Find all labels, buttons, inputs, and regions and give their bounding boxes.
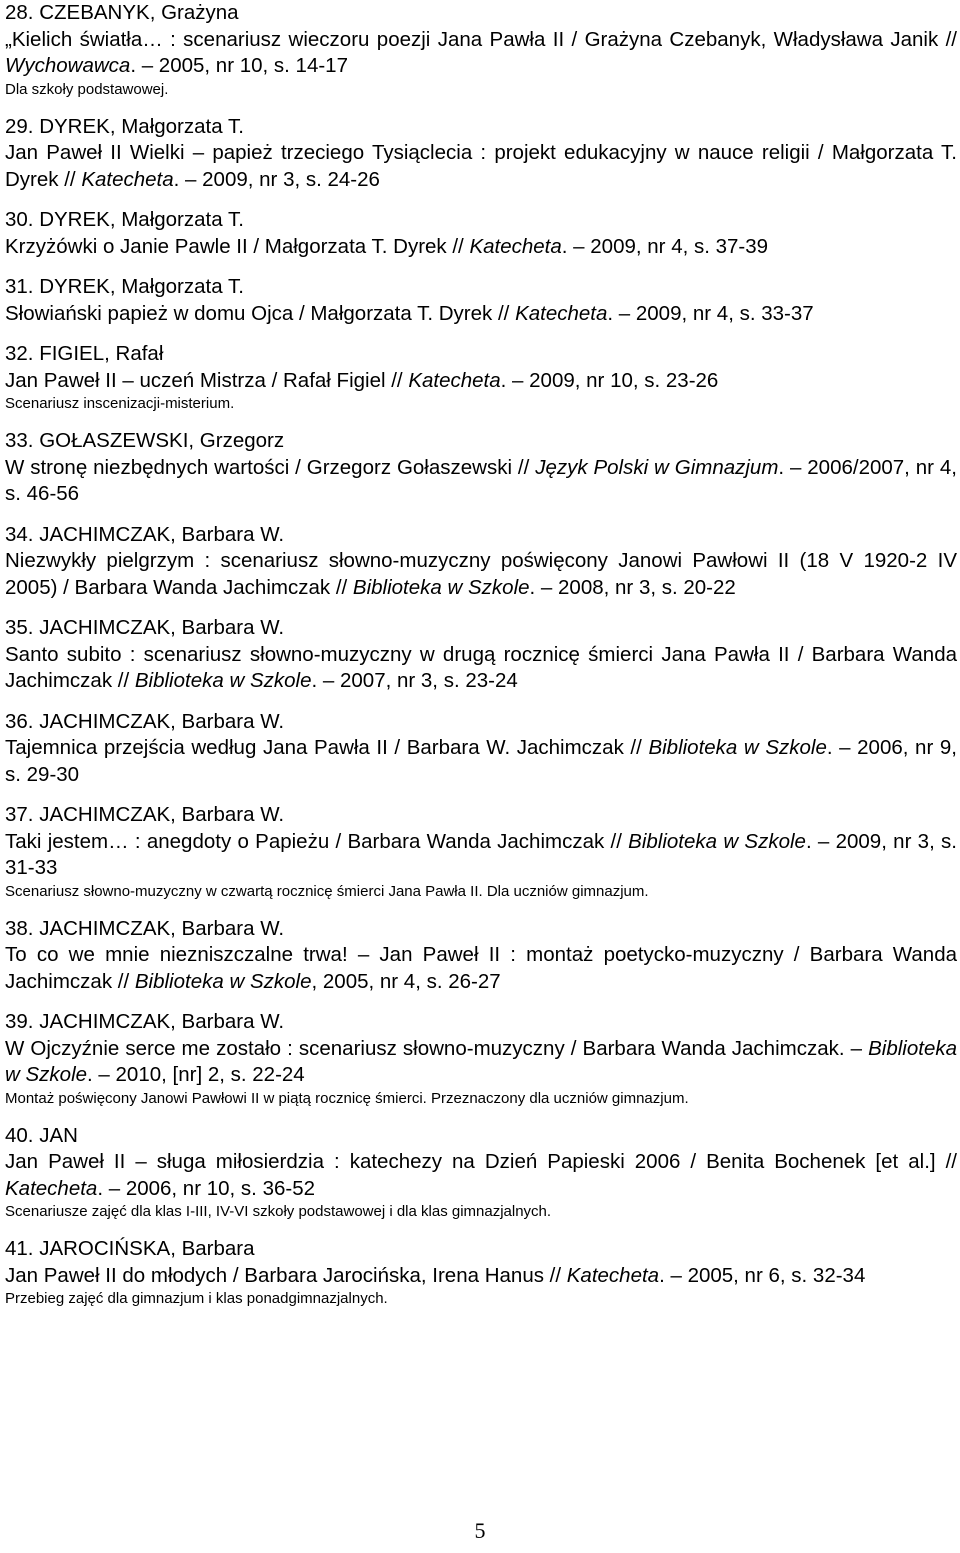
entry-heading: 38. JACHIMCZAK, Barbara W. <box>5 916 285 940</box>
entry-text: Słowiański papież w domu Ojca / Małgorzata T. Dyrek // <box>5 301 516 325</box>
bibliography-list <box>5 0 957 1309</box>
entry-text: . – 2009, nr 4, s. 37-39 <box>561 234 769 258</box>
journal-title: Wychowawca <box>5 54 131 77</box>
entry-text: . – 2006/2007, nr 4, s. 46-56 <box>5 455 957 505</box>
entry-description <box>5 642 957 695</box>
entry-heading: 32. FIGIEL, Rafał <box>5 342 164 365</box>
bibliography-entry <box>5 207 957 260</box>
entry-text: Jan Paweł II Wielki – papież trzeciego Tysiąclecia : projekt edukacyjny w nauce religii / Małgorzata T. Dyrek // <box>5 141 957 191</box>
journal-title: Biblioteka w Szkole <box>5 1036 957 1086</box>
journal-title: Katecheta <box>5 1176 98 1200</box>
journal-title: Język Polski w Gimnazjum <box>535 455 779 479</box>
entry-text: . – 2009, nr 4, s. 33-37 <box>607 301 814 325</box>
bibliography-entry <box>5 1123 957 1223</box>
entry-description <box>5 455 957 508</box>
entry-note: Scenariusz inscenizacji-misterium. <box>5 395 235 412</box>
journal-title: Biblioteka w Szkole <box>134 669 312 692</box>
entry-description <box>5 301 957 328</box>
entry-text: . – 2010, [nr] 2, s. 22-24 <box>87 1063 305 1086</box>
bibliography-entry <box>5 274 957 327</box>
entry-text: , 2005, nr 4, s. 26-27 <box>311 969 501 993</box>
bibliography-entry <box>5 114 957 194</box>
journal-title: Biblioteka w Szkole <box>134 969 312 993</box>
entry-description <box>5 735 957 788</box>
entry-heading: 29. DYREK, Małgorzata T. <box>5 114 244 138</box>
entry-heading: 30. DYREK, Małgorzata T. <box>5 208 244 231</box>
entry-heading: 33. GOŁASZEWSKI, Grzegorz <box>5 429 285 452</box>
entry-heading: 39. JACHIMCZAK, Barbara W. <box>5 1010 285 1033</box>
entry-heading: 28. CZEBANYK, Grażyna <box>5 1 239 24</box>
entry-text: Krzyżówki o Janie Pawle II / Małgorzata T. Dyrek // <box>5 234 470 258</box>
entry-text: Jan Paweł II – uczeń Mistrza / Rafał Figiel // <box>5 368 409 392</box>
entry-text: W stronę niezbędnych wartości / Grzegorz Gołaszewski // <box>5 455 536 479</box>
journal-title: Katecheta <box>469 234 562 258</box>
entry-text: „Kielich światła… : scenariusz wieczoru poezji Jana Pawła II / Grażyna Czebanyk, Władysława Janik // <box>5 27 957 51</box>
bibliography-entry <box>5 1009 957 1109</box>
entry-description <box>5 829 957 882</box>
entry-note: Montaż poświęcony Janowi Pawłowi II w piątą rocznicę śmierci. Przeznaczony dla uczniów gimnazjum. <box>5 1089 689 1107</box>
entry-text: . – 2008, nr 3, s. 20-22 <box>529 575 736 599</box>
page-number: 5 <box>474 1518 486 1543</box>
entry-text: W Ojczyźnie serce me zostało : scenariusz słowno-muzyczny / Barbara Wanda Jachimczak. – <box>5 1036 869 1060</box>
bibliography-entry <box>5 802 957 902</box>
entry-description <box>5 1263 957 1290</box>
entry-note: Scenariusze zajęć dla klas I-III, IV-VI szkoły podstawowej i dla klas gimnazjalnych. <box>5 1203 552 1220</box>
entry-text: Taki jestem… : anegdoty o Papieżu / Barbara Wanda Jachimczak // <box>5 829 629 853</box>
entry-text: . – 2007, nr 3, s. 23-24 <box>311 669 518 692</box>
entry-description <box>5 140 957 193</box>
entry-text: . – 2005, nr 10, s. 14-17 <box>130 54 348 77</box>
entry-description <box>5 1149 957 1202</box>
bibliography-entry <box>5 709 957 789</box>
bibliography-entry <box>5 1236 957 1309</box>
journal-title: Biblioteka w Szkole <box>648 736 827 759</box>
entry-text: . – 2009, nr 3, s. 24-26 <box>173 167 380 191</box>
entry-text: . – 2006, nr 10, s. 36-52 <box>97 1176 316 1200</box>
entry-heading: 36. JACHIMCZAK, Barbara W. <box>5 709 285 733</box>
entry-note: Scenariusz słowno-muzyczny w czwartą rocznicę śmierci Jana Pawła II. Dla uczniów gimnazjum. <box>5 882 649 900</box>
entry-heading: 34. JACHIMCZAK, Barbara W. <box>5 522 285 546</box>
entry-text: To co we mnie niezniszczalne trwa! – Jan Paweł II : montaż poetycko-muzyczny / Barbara Wanda Jachimczak // <box>5 943 957 993</box>
entry-description <box>5 942 957 995</box>
entry-heading: 41. JAROCIŃSKA, Barbara <box>5 1237 255 1260</box>
entry-text: Niezwykły pielgrzym : scenariusz słowno-muzyczny poświęcony Janowi Pawłowi II (18 V 1920-2 IV 2005) / Barbara Wanda Jachimczak // <box>5 549 957 599</box>
bibliography-entry <box>5 916 957 996</box>
journal-title: Biblioteka w Szkole <box>628 829 806 853</box>
entry-description <box>5 1036 957 1089</box>
bibliography-entry <box>5 522 957 602</box>
journal-title: Katecheta <box>515 301 608 325</box>
bibliography-entry <box>5 0 957 100</box>
bibliography-entry <box>5 428 957 508</box>
journal-title: Katecheta <box>566 1263 660 1287</box>
entry-heading: 40. JAN <box>5 1123 78 1147</box>
journal-title: Biblioteka w Szkole <box>352 575 530 599</box>
journal-title: Katecheta <box>81 167 174 191</box>
entry-heading: 31. DYREK, Małgorzata T. <box>5 275 244 298</box>
entry-heading: 37. JACHIMCZAK, Barbara W. <box>5 803 285 826</box>
entry-text: Jan Paweł II – sługa miłosierdzia : katechezy na Dzień Papieski 2006 / Benita Bochenek [et al.] // <box>5 1150 957 1173</box>
entry-note: Dla szkoły podstawowej. <box>5 80 169 98</box>
entry-text: . – 2009, nr 10, s. 23-26 <box>500 368 719 392</box>
entry-text: . – 2009, nr 3, s. 31-33 <box>5 829 957 879</box>
entry-description <box>5 548 957 601</box>
entry-description <box>5 27 957 80</box>
journal-title: Katecheta <box>408 368 501 392</box>
entry-text: Santo subito : scenariusz słowno-muzyczny w drugą rocznicę śmierci Jana Pawła II / Barbara Wanda Jachimczak // <box>5 642 957 692</box>
entry-description <box>5 368 957 395</box>
entry-note: Przebieg zajęć dla gimnazjum i klas ponadgimnazjalnych. <box>5 1290 388 1307</box>
bibliography-entry <box>5 615 957 695</box>
entry-text: Tajemnica przejścia według Jana Pawła II / Barbara W. Jachimczak // <box>5 736 649 759</box>
entry-text: . – 2006, nr 9, s. 29-30 <box>5 736 957 786</box>
entry-heading: 35. JACHIMCZAK, Barbara W. <box>5 616 285 639</box>
entry-text: . – 2005, nr 6, s. 32-34 <box>659 1263 866 1287</box>
bibliography-entry <box>5 341 957 414</box>
entry-text: Jan Paweł II do młodych / Barbara Jarocińska, Irena Hanus // <box>5 1263 567 1287</box>
entry-description <box>5 234 957 261</box>
